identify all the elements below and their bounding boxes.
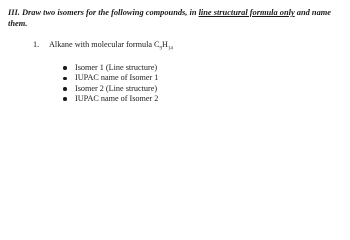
section-instruction <box>8 7 344 29</box>
list-item <box>63 94 158 104</box>
list-item <box>63 63 158 73</box>
formula-hydrogen-subscript: 14 <box>167 46 173 52</box>
list-item <box>63 84 158 94</box>
list-item-label: IUPAC name of Isomer 2 <box>75 94 159 104</box>
formula-carbon-subscript: 9 <box>159 46 162 52</box>
instruction-lead: III. Draw two isomers for the following compounds, in <box>8 8 199 17</box>
list-item-label: Isomer 1 (Line structure) <box>75 63 158 72</box>
list-item <box>63 73 158 83</box>
question-text: Alkane with molecular formula C <box>49 40 160 49</box>
question-1 <box>33 40 173 50</box>
bullet-icon <box>63 97 67 101</box>
bullet-icon <box>63 77 67 81</box>
instruction-emphasis: line structural formula only <box>198 8 295 17</box>
instruction-tail: and name them. <box>8 8 331 28</box>
question-number: 1. <box>33 40 40 49</box>
bullet-icon <box>63 87 67 91</box>
answer-checklist <box>63 63 158 105</box>
list-item-label: Isomer 2 (Line structure) <box>75 83 158 93</box>
formula-hydrogen: H <box>162 40 168 49</box>
bullet-icon <box>63 66 67 70</box>
list-item-label: IUPAC name of Isomer 1 <box>75 73 159 83</box>
